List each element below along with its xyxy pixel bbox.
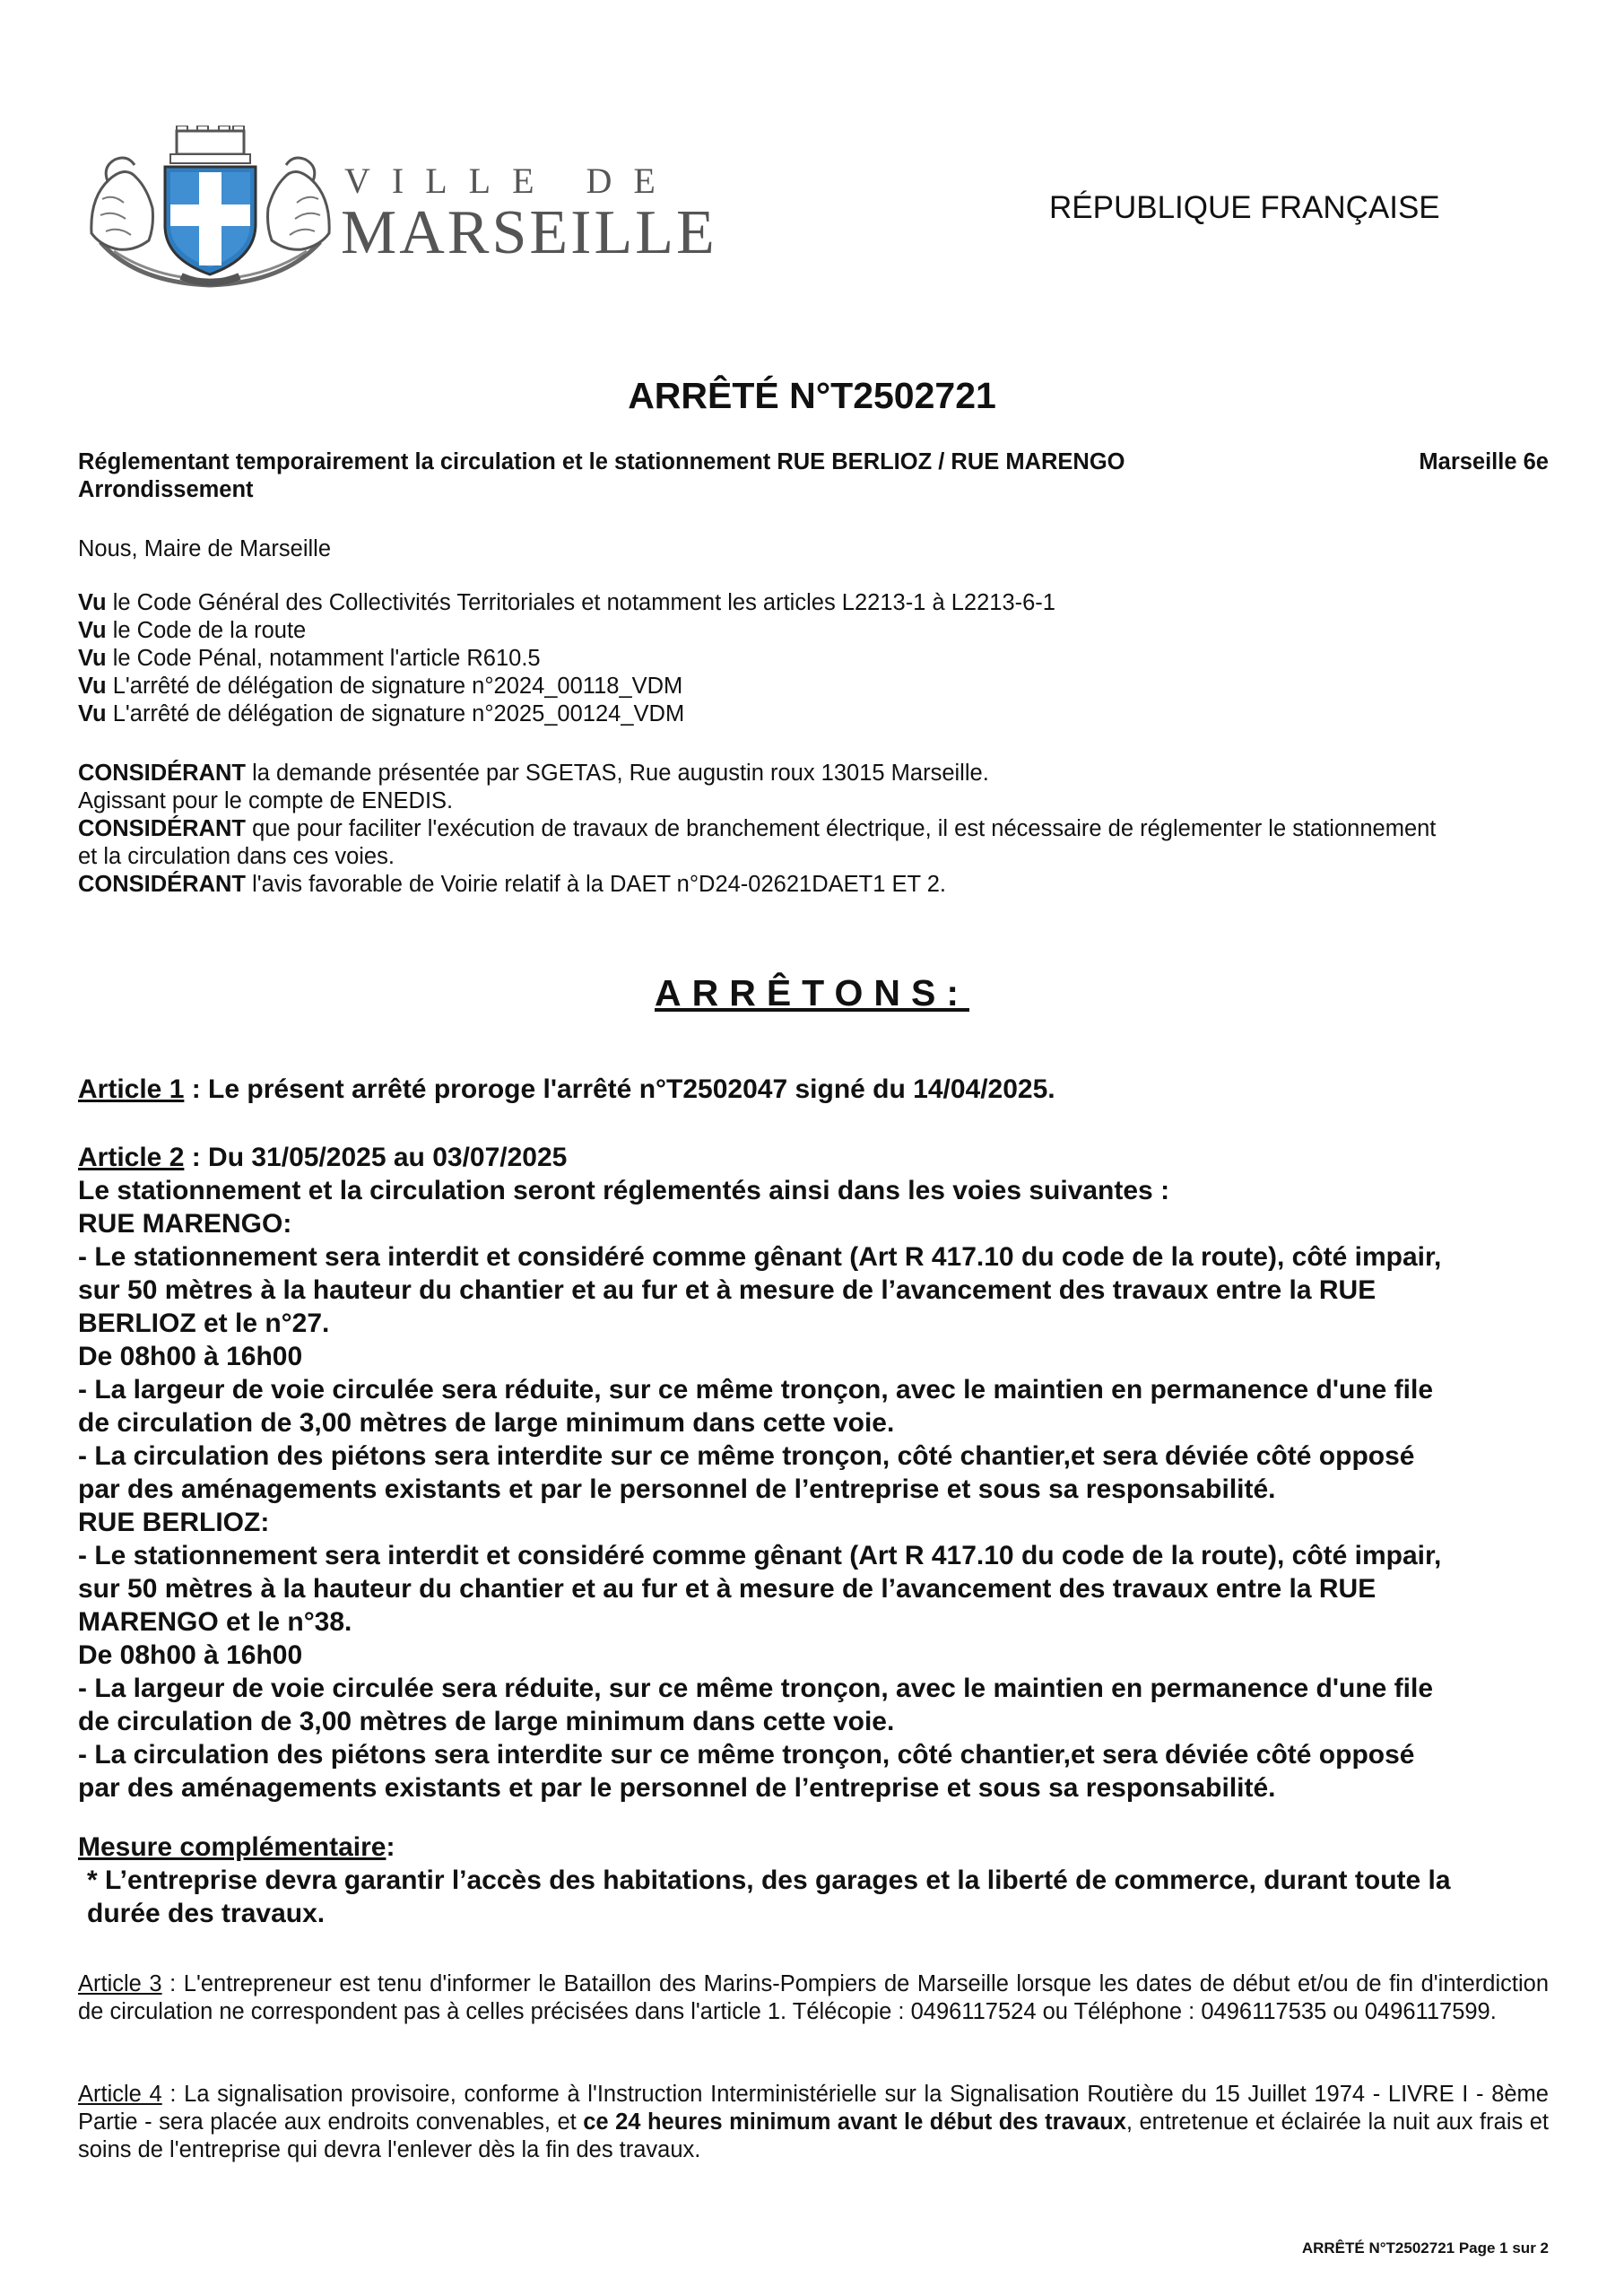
considerant-label: CONSIDÉRANT — [78, 872, 247, 897]
vu-item — [78, 589, 1549, 617]
article-line: - Le stationnement sera interdit et considéré comme gênant (Art R 417.10 du code de la route), côté impair, — [78, 1541, 1442, 1570]
intro-text: Nous, Maire de Marseille — [78, 536, 332, 561]
article-line: Le stationnement et la circulation seront réglementés ainsi dans les voies suivantes : — [78, 1176, 1170, 1205]
article-label: Article 2 — [78, 1143, 185, 1172]
considerant-item — [78, 815, 1549, 843]
vu-item — [78, 645, 1549, 673]
vu-item — [78, 700, 1549, 728]
mesure-complementaire — [78, 1831, 1549, 1930]
city-name: MARSEILLE — [341, 198, 717, 267]
vu-item — [78, 673, 1549, 700]
article-3 — [78, 1970, 1549, 2026]
considerant-text: que pour faciliter l'exécution de travaux de branchement électrique, il est nécessaire de réglementer le stationnement — [252, 816, 1437, 841]
article-label: Article 4 — [78, 2082, 162, 2107]
article-line: par des aménagements existants et par le personnel de l’entreprise et sous sa responsabilité. — [78, 1474, 1276, 1504]
time-range: De 08h00 à 16h00 — [78, 1640, 303, 1670]
vu-item — [78, 617, 1549, 645]
republic-heading: RÉPUBLIQUE FRANÇAISE — [1049, 190, 1440, 225]
street-heading: RUE BERLIOZ: — [78, 1508, 270, 1537]
article-text: : Le présent arrêté proroge l'arrêté n°T2502047 signé du 14/04/2025. — [184, 1074, 1055, 1104]
article-line: BERLIOZ et le n°27. — [78, 1309, 330, 1338]
mesure-line: * L’entreprise devra garantir l’accès des habitations, des garages et la liberté de commerce, durant toute la — [87, 1866, 1451, 1895]
vu-list — [78, 589, 1549, 728]
considerant-item — [78, 871, 1549, 899]
considerant-label: CONSIDÉRANT — [78, 816, 247, 841]
article-dates: : Du 31/05/2025 au 03/07/2025 — [184, 1143, 568, 1172]
article-line: - La circulation des piétons sera interdite sur ce même tronçon, côté chantier,et sera déviée côté opposé — [78, 1441, 1415, 1471]
vu-label: Vu — [78, 646, 107, 671]
considerant-text: l'avis favorable de Voirie relatif à la DAET n°D24-02621DAET1 ET 2. — [252, 872, 946, 897]
mesure-label: Mesure complémentaire — [78, 1832, 386, 1862]
mesure-line: durée des travaux. — [87, 1899, 326, 1928]
article-line: - La circulation des piétons sera interdite sur ce même tronçon, côté chantier,et sera déviée côté opposé — [78, 1740, 1415, 1770]
article-4 — [78, 2081, 1549, 2164]
considerant-item — [78, 760, 1549, 787]
considerant-continuation: et la circulation dans ces voies. — [78, 844, 395, 869]
considerant-text: la demande présentée par SGETAS, Rue augustin roux 13015 Marseille. — [252, 761, 989, 786]
vu-text: le Code Pénal, notamment l'article R610.5 — [112, 646, 541, 671]
city-prefix: VILLE DE — [344, 161, 677, 201]
arretons-heading: ARRÊTONS: — [655, 972, 969, 1013]
considerant-continuation: Agissant pour le compte de ENEDIS. — [78, 788, 454, 813]
subtitle-right: Marseille 6e — [1419, 449, 1549, 474]
city-logo — [83, 126, 717, 296]
vu-label: Vu — [78, 590, 107, 615]
street-heading: RUE MARENGO: — [78, 1209, 292, 1239]
document-subtitle — [78, 448, 1549, 504]
article-text: : La signalisation provisoire, conforme à l'Instruction Interministérielle sur la Signalisation Routière du 15 Juillet 1974 - LIVRE I - 8ème Partie - sera placée aux endroits convenables, et — [78, 2082, 1549, 2135]
vu-label: Vu — [78, 701, 107, 726]
time-range: De 08h00 à 16h00 — [78, 1342, 303, 1371]
vu-label: Vu — [78, 618, 107, 643]
article-label: Article 3 — [78, 1971, 162, 1996]
vu-text: L'arrêté de délégation de signature n°2024_00118_VDM — [112, 674, 683, 699]
article-line: - Le stationnement sera interdit et considéré comme gênant (Art R 417.10 du code de la route), côté impair, — [78, 1242, 1442, 1272]
considerant-list — [78, 760, 1549, 899]
article-line: de circulation de 3,00 mètres de large minimum dans cette voie. — [78, 1707, 895, 1736]
subtitle-line2: Arrondissement — [78, 477, 254, 502]
subtitle-left: Réglementant temporairement la circulation et le stationnement RUE BERLIOZ / RUE MARENGO — [78, 449, 1125, 474]
article-text: , entretenue et éclairée la nuit aux frais et soins de l'entreprise qui devra l'enlever dès la fin des travaux. — [78, 2109, 1549, 2162]
article-text: : L'entrepreneur est tenu d'informer le Bataillon des Marins-Pompiers de Marseille lorsque les dates de début et/ou de fin d'interdiction de circulation ne correspondent pas à celles précisées dans l'article 1. Télécopie : 0496117524 ou Téléphone : 0496117535 ou 0496117599. — [78, 1971, 1549, 2024]
article-1 — [78, 1073, 1549, 1106]
mesure-colon: : — [386, 1832, 395, 1862]
article-2 — [78, 1141, 1549, 1805]
vu-text: le Code de la route — [112, 618, 307, 643]
article-line: MARENGO et le n°38. — [78, 1607, 352, 1637]
article-label: Article 1 — [78, 1074, 185, 1104]
vu-text: le Code Général des Collectivités Territoriales et notamment les articles L2213-1 à L2213-6-1 — [112, 590, 1055, 615]
vu-label: Vu — [78, 674, 107, 699]
article-line: - La largeur de voie circulée sera réduite, sur ce même tronçon, avec le maintien en permanence d'une file — [78, 1375, 1434, 1405]
page-footer: ARRÊTÉ N°T2502721 Page 1 sur 2 — [1301, 2239, 1549, 2257]
article-line: - La largeur de voie circulée sera réduite, sur ce même tronçon, avec le maintien en permanence d'une file — [78, 1674, 1434, 1703]
article-line: sur 50 mètres à la hauteur du chantier et au fur et à mesure de l’avancement des travaux entre la RUE — [78, 1574, 1376, 1604]
marseille-crest-icon — [83, 126, 338, 291]
considerant-label: CONSIDÉRANT — [78, 761, 247, 786]
article-line: de circulation de 3,00 mètres de large minimum dans cette voie. — [78, 1408, 895, 1438]
article-emphasis: ce 24 heures minimum avant le début des travaux — [583, 2109, 1126, 2135]
article-line: par des aménagements existants et par le personnel de l’entreprise et sous sa responsabilité. — [78, 1773, 1276, 1803]
document-title: ARRÊTÉ N°T2502721 — [628, 375, 996, 416]
article-line: sur 50 mètres à la hauteur du chantier et au fur et à mesure de l’avancement des travaux entre la RUE — [78, 1275, 1376, 1305]
vu-text: L'arrêté de délégation de signature n°2025_00124_VDM — [112, 701, 685, 726]
